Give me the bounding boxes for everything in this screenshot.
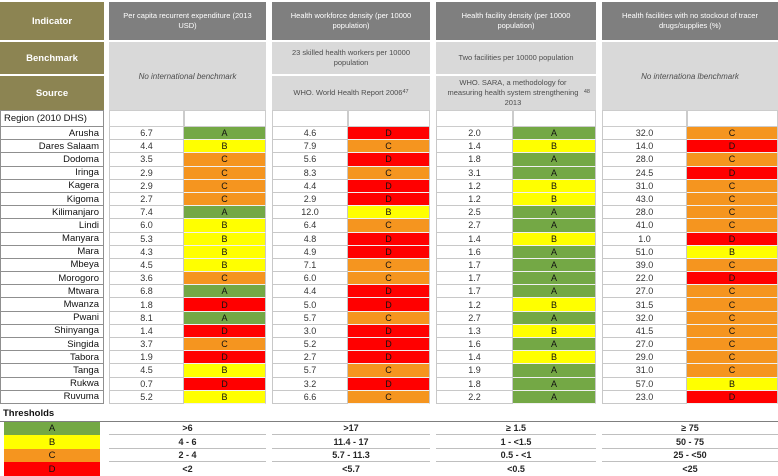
- indicator-value: 2.9: [109, 180, 184, 193]
- grade-badge: C: [348, 259, 430, 272]
- indicator-value: 8.3: [272, 167, 348, 180]
- table-header: [0, 2, 778, 110]
- region-name: Shinyanga: [0, 325, 104, 338]
- grade-badge: C: [687, 364, 778, 377]
- grade-badge: C: [348, 272, 430, 285]
- grade-badge: C: [687, 312, 778, 325]
- indicator-value: 1.8: [109, 298, 184, 311]
- benchmark-cell: 23 skilled health workers per 10000 population: [272, 42, 430, 74]
- indicator-value: 6.8: [109, 285, 184, 298]
- empty-cell: [602, 110, 687, 127]
- region-column-header: Region (2010 DHS): [0, 110, 104, 127]
- grade-badge: D: [184, 378, 266, 391]
- indicator-value: 0.7: [109, 378, 184, 391]
- grade-badge: C: [184, 153, 266, 166]
- table-row: [0, 193, 778, 206]
- grade-badge: B: [513, 233, 596, 246]
- indicator-value: 41.0: [602, 219, 687, 232]
- grade-badge: B: [687, 378, 778, 391]
- indicator-value: 4.5: [109, 364, 184, 377]
- grade-badge: A: [184, 127, 266, 140]
- grade-badge: D: [348, 127, 430, 140]
- indicator-value: 28.0: [602, 153, 687, 166]
- grade-badge: C: [687, 153, 778, 166]
- table-row: [0, 325, 778, 338]
- empty-cell: [436, 110, 513, 127]
- indicator-value: 1.9: [109, 351, 184, 364]
- indicator-value: 1.4: [436, 351, 513, 364]
- table-row: [0, 259, 778, 272]
- indicator-value: 1.3: [436, 325, 513, 338]
- threshold-value: 0.5 - <1: [436, 449, 596, 463]
- indicator-column-expenditure: [109, 2, 266, 110]
- indicator-value: 3.0: [272, 325, 348, 338]
- grade-badge: A: [513, 378, 596, 391]
- indicator-value: 1.7: [436, 272, 513, 285]
- indicator-value: 29.0: [602, 351, 687, 364]
- indicator-value: 1.4: [436, 140, 513, 153]
- indicator-value: 39.0: [602, 259, 687, 272]
- region-name: Dares Salaam: [0, 140, 104, 153]
- grade-badge: C: [687, 206, 778, 219]
- grade-badge: D: [348, 233, 430, 246]
- grade-badge: D: [184, 351, 266, 364]
- grade-badge: C: [687, 259, 778, 272]
- empty-cell: [348, 110, 430, 127]
- grade-badge: A: [513, 219, 596, 232]
- indicator-value: 5.2: [272, 338, 348, 351]
- grade-badge: B: [184, 246, 266, 259]
- table-row: [0, 364, 778, 377]
- grade-badge: D: [184, 325, 266, 338]
- indicator-value: 27.0: [602, 285, 687, 298]
- threshold-grade-badge: A: [4, 422, 100, 436]
- grade-badge: D: [348, 298, 430, 311]
- threshold-value: >17: [272, 422, 430, 436]
- grade-badge: C: [687, 127, 778, 140]
- indicator-value: 4.9: [272, 246, 348, 259]
- grade-badge: B: [184, 391, 266, 404]
- indicator-value: 32.0: [602, 312, 687, 325]
- region-name: Kagera: [0, 180, 104, 193]
- indicator-value: 3.2: [272, 378, 348, 391]
- indicator-value: 3.7: [109, 338, 184, 351]
- benchmark-merged-cell: No internationa lbenchmark: [602, 42, 778, 110]
- indicator-value: 1.9: [436, 364, 513, 377]
- region-rows: [0, 127, 778, 404]
- indicator-value: 5.6: [272, 153, 348, 166]
- region-name: Singida: [0, 338, 104, 351]
- grade-badge: A: [513, 272, 596, 285]
- grade-badge: C: [687, 351, 778, 364]
- grade-badge: A: [513, 259, 596, 272]
- threshold-grade-badge: D: [4, 462, 100, 476]
- indicator-column-facility-density: [436, 2, 596, 110]
- indicator-value: 6.0: [272, 272, 348, 285]
- grade-badge: C: [348, 312, 430, 325]
- empty-cell: [109, 110, 184, 127]
- region-name: Tabora: [0, 351, 104, 364]
- region-name: Mbeya: [0, 259, 104, 272]
- region-name: Pwani: [0, 312, 104, 325]
- region-name: Lindi: [0, 219, 104, 232]
- threshold-row: [0, 462, 778, 476]
- grade-badge: A: [513, 285, 596, 298]
- threshold-grade-badge: C: [4, 449, 100, 463]
- indicator-value: 41.5: [602, 325, 687, 338]
- table-row: [0, 180, 778, 193]
- grade-badge: A: [513, 167, 596, 180]
- empty-cell: [184, 110, 266, 127]
- grade-badge: D: [348, 338, 430, 351]
- source-cell: [436, 76, 596, 110]
- threshold-value: <0.5: [507, 464, 525, 475]
- thresholds-legend: [0, 421, 778, 476]
- grade-badge: A: [513, 127, 596, 140]
- table-row: [0, 167, 778, 180]
- region-name: Tanga: [0, 364, 104, 377]
- table-row: [0, 298, 778, 311]
- indicator-value: 12.0: [272, 206, 348, 219]
- indicator-value: 1.6: [436, 246, 513, 259]
- region-name: Kilimanjaro: [0, 206, 104, 219]
- grade-badge: B: [348, 206, 430, 219]
- threshold-value: ≥ 75: [602, 422, 778, 436]
- grade-badge: A: [513, 206, 596, 219]
- grade-badge: D: [348, 246, 430, 259]
- region-name: Dodoma: [0, 153, 104, 166]
- indicator-column-stockout: [602, 2, 778, 110]
- indicator-value: 4.3: [109, 246, 184, 259]
- indicator-value: 5.0: [272, 298, 348, 311]
- table-row: [0, 378, 778, 391]
- source-text: WHO. SARA, a methodology for measuring health system strengthening 2013: [447, 77, 579, 108]
- indicator-value: 28.0: [602, 206, 687, 219]
- table-row: [0, 140, 778, 153]
- indicator-value: 5.7: [272, 364, 348, 377]
- indicator-value: 5.7: [272, 312, 348, 325]
- table-row: [0, 312, 778, 325]
- region-name: Arusha: [0, 127, 104, 140]
- grade-badge: D: [348, 153, 430, 166]
- source-superscript: 48: [583, 89, 590, 96]
- source-row-label: Source: [0, 76, 104, 110]
- table-row: [0, 219, 778, 232]
- grade-badge: A: [513, 338, 596, 351]
- threshold-value: >6: [109, 422, 266, 436]
- grade-badge: D: [348, 180, 430, 193]
- table-row: [0, 206, 778, 219]
- indicator-value: 2.7: [109, 193, 184, 206]
- threshold-value: ≥ 1.5: [436, 422, 596, 436]
- grade-badge: D: [348, 378, 430, 391]
- benchmark-row-label: Benchmark: [0, 42, 104, 74]
- empty-cell: [272, 110, 348, 127]
- indicator-value: 27.0: [602, 338, 687, 351]
- indicator-value: 1.2: [436, 180, 513, 193]
- indicator-value: 1.8: [436, 378, 513, 391]
- table-row: [0, 233, 778, 246]
- grade-badge: C: [184, 338, 266, 351]
- grade-badge: B: [513, 180, 596, 193]
- grade-badge: B: [184, 233, 266, 246]
- empty-cell: [513, 110, 596, 127]
- indicator-value: 22.0: [602, 272, 687, 285]
- grade-badge: C: [687, 285, 778, 298]
- indicator-value: 1.0: [602, 233, 687, 246]
- indicator-value: 3.5: [109, 153, 184, 166]
- table-row: [0, 153, 778, 166]
- grade-badge: D: [348, 351, 430, 364]
- grade-badge: A: [513, 246, 596, 259]
- grade-badge: C: [348, 167, 430, 180]
- thresholds-title: Thresholds: [3, 407, 55, 419]
- grade-badge: C: [687, 180, 778, 193]
- header-label-column: [0, 2, 104, 110]
- threshold-value: 11.4 - 17: [272, 435, 430, 449]
- grade-badge: B: [184, 259, 266, 272]
- indicator-value: 4.4: [109, 140, 184, 153]
- grade-badge: C: [184, 167, 266, 180]
- indicator-value: 1.4: [436, 233, 513, 246]
- grade-badge: B: [513, 298, 596, 311]
- table-row: [0, 351, 778, 364]
- indicator-value: 2.7: [436, 219, 513, 232]
- region-name: Mwanza: [0, 298, 104, 311]
- indicator-value: 2.0: [436, 127, 513, 140]
- indicator-value: 4.8: [272, 233, 348, 246]
- grade-badge: A: [513, 153, 596, 166]
- indicator-value: 6.6: [272, 391, 348, 404]
- indicator-header: Per capita recurrent expenditure (2013 USD): [109, 2, 266, 40]
- source-superscript: 47: [402, 89, 409, 96]
- grade-badge: D: [348, 285, 430, 298]
- indicator-value: 1.7: [436, 259, 513, 272]
- benchmark-cell: Two facilities per 10000 population: [436, 42, 596, 74]
- grade-badge: D: [687, 391, 778, 404]
- benchmark-merged-cell: No international benchmark: [109, 42, 266, 110]
- grade-badge: A: [184, 206, 266, 219]
- indicator-value: 2.9: [109, 167, 184, 180]
- indicator-value: 24.5: [602, 167, 687, 180]
- indicator-value: 32.0: [602, 127, 687, 140]
- indicator-value: 7.1: [272, 259, 348, 272]
- grade-badge: C: [687, 325, 778, 338]
- indicator-value: 5.3: [109, 233, 184, 246]
- region-header-row: [0, 110, 778, 127]
- grade-badge: D: [687, 272, 778, 285]
- grade-badge: D: [687, 233, 778, 246]
- grade-badge: C: [348, 219, 430, 232]
- indicator-value: 2.7: [436, 312, 513, 325]
- indicator-value: 3.1: [436, 167, 513, 180]
- indicator-value: 6.0: [109, 219, 184, 232]
- grade-badge: A: [513, 364, 596, 377]
- empty-cell: [687, 110, 778, 127]
- indicator-header: Health facilities with no stockout of tracer drugs/supplies (%): [602, 2, 778, 40]
- indicator-value: 31.0: [602, 364, 687, 377]
- grade-badge: B: [687, 246, 778, 259]
- indicator-value: 4.4: [272, 285, 348, 298]
- indicator-header: Health facility density (per 10000 population): [436, 2, 596, 40]
- region-name: Kigoma: [0, 193, 104, 206]
- grade-badge: B: [513, 325, 596, 338]
- indicator-row-label: Indicator: [0, 2, 104, 40]
- indicator-value: 7.4: [109, 206, 184, 219]
- grade-badge: C: [687, 338, 778, 351]
- grade-badge: A: [513, 312, 596, 325]
- threshold-value: 50 - 75: [602, 435, 778, 449]
- indicator-value: 14.0: [602, 140, 687, 153]
- grade-badge: C: [184, 193, 266, 206]
- threshold-value: 2 - 4: [109, 449, 266, 463]
- grade-badge: B: [513, 351, 596, 364]
- indicator-value: 1.6: [436, 338, 513, 351]
- region-name: Mara: [0, 246, 104, 259]
- indicator-header: Health workforce density (per 10000 population): [272, 2, 430, 40]
- grade-badge: B: [184, 140, 266, 153]
- indicator-value: 1.2: [436, 193, 513, 206]
- indicator-value: 1.4: [109, 325, 184, 338]
- indicator-value: 31.0: [602, 180, 687, 193]
- region-name: Mtwara: [0, 285, 104, 298]
- indicator-value: 1.8: [436, 153, 513, 166]
- grade-badge: C: [348, 391, 430, 404]
- indicator-value: 1.7: [436, 285, 513, 298]
- grade-badge: A: [184, 285, 266, 298]
- source-cell: [272, 76, 430, 110]
- indicator-value: 7.9: [272, 140, 348, 153]
- table-row: [0, 127, 778, 140]
- indicator-value: 57.0: [602, 378, 687, 391]
- grade-badge: A: [513, 391, 596, 404]
- threshold-value: 25 - <50: [602, 449, 778, 463]
- region-name: Manyara: [0, 233, 104, 246]
- grade-badge: D: [348, 193, 430, 206]
- region-name: Ruvuma: [0, 391, 104, 404]
- threshold-row: [0, 449, 778, 463]
- indicator-value: 6.7: [109, 127, 184, 140]
- indicator-value: 51.0: [602, 246, 687, 259]
- threshold-row: [0, 435, 778, 449]
- grade-badge: C: [184, 180, 266, 193]
- region-name: Iringa: [0, 167, 104, 180]
- grade-badge: B: [184, 364, 266, 377]
- indicator-value: 4.4: [272, 180, 348, 193]
- indicator-value: 1.2: [436, 298, 513, 311]
- grade-badge: C: [184, 272, 266, 285]
- threshold-value: 5.7 - 11.3: [272, 449, 430, 463]
- indicator-value: 4.6: [272, 127, 348, 140]
- indicator-value: 5.2: [109, 391, 184, 404]
- threshold-grade-badge: B: [4, 435, 100, 449]
- indicator-value: 4.5: [109, 259, 184, 272]
- grade-badge: D: [687, 140, 778, 153]
- table-row: [0, 272, 778, 285]
- indicator-value: 23.0: [602, 391, 687, 404]
- region-name: Rukwa: [0, 378, 104, 391]
- grade-badge: D: [184, 298, 266, 311]
- indicator-value: 3.6: [109, 272, 184, 285]
- threshold-value: <5.7: [342, 464, 360, 475]
- threshold-value: 1 - <1.5: [436, 435, 596, 449]
- indicator-value: 8.1: [109, 312, 184, 325]
- indicator-value: 2.9: [272, 193, 348, 206]
- grade-badge: C: [687, 219, 778, 232]
- grade-badge: B: [513, 193, 596, 206]
- grade-badge: C: [687, 298, 778, 311]
- threshold-value: 4 - 6: [109, 435, 266, 449]
- threshold-value: <2: [182, 464, 193, 475]
- indicator-value: 2.5: [436, 206, 513, 219]
- grade-badge: B: [513, 140, 596, 153]
- indicator-value: 2.2: [436, 391, 513, 404]
- grade-badge: D: [687, 167, 778, 180]
- indicator-value: 6.4: [272, 219, 348, 232]
- grade-badge: B: [184, 219, 266, 232]
- region-name: Morogoro: [0, 272, 104, 285]
- grade-badge: C: [348, 364, 430, 377]
- indicator-value: 2.7: [272, 351, 348, 364]
- threshold-row: [0, 422, 778, 436]
- grade-badge: C: [348, 140, 430, 153]
- source-text: WHO. World Health Report 2006: [293, 87, 403, 97]
- table-row: [0, 285, 778, 298]
- grade-badge: A: [184, 312, 266, 325]
- indicator-column-workforce: [272, 2, 430, 110]
- table-row: [0, 338, 778, 351]
- table-row: [0, 391, 778, 404]
- table-row: [0, 246, 778, 259]
- grade-badge: C: [687, 193, 778, 206]
- indicator-value: 31.5: [602, 298, 687, 311]
- indicator-value: 43.0: [602, 193, 687, 206]
- threshold-value: <25: [682, 464, 698, 475]
- grade-badge: D: [348, 325, 430, 338]
